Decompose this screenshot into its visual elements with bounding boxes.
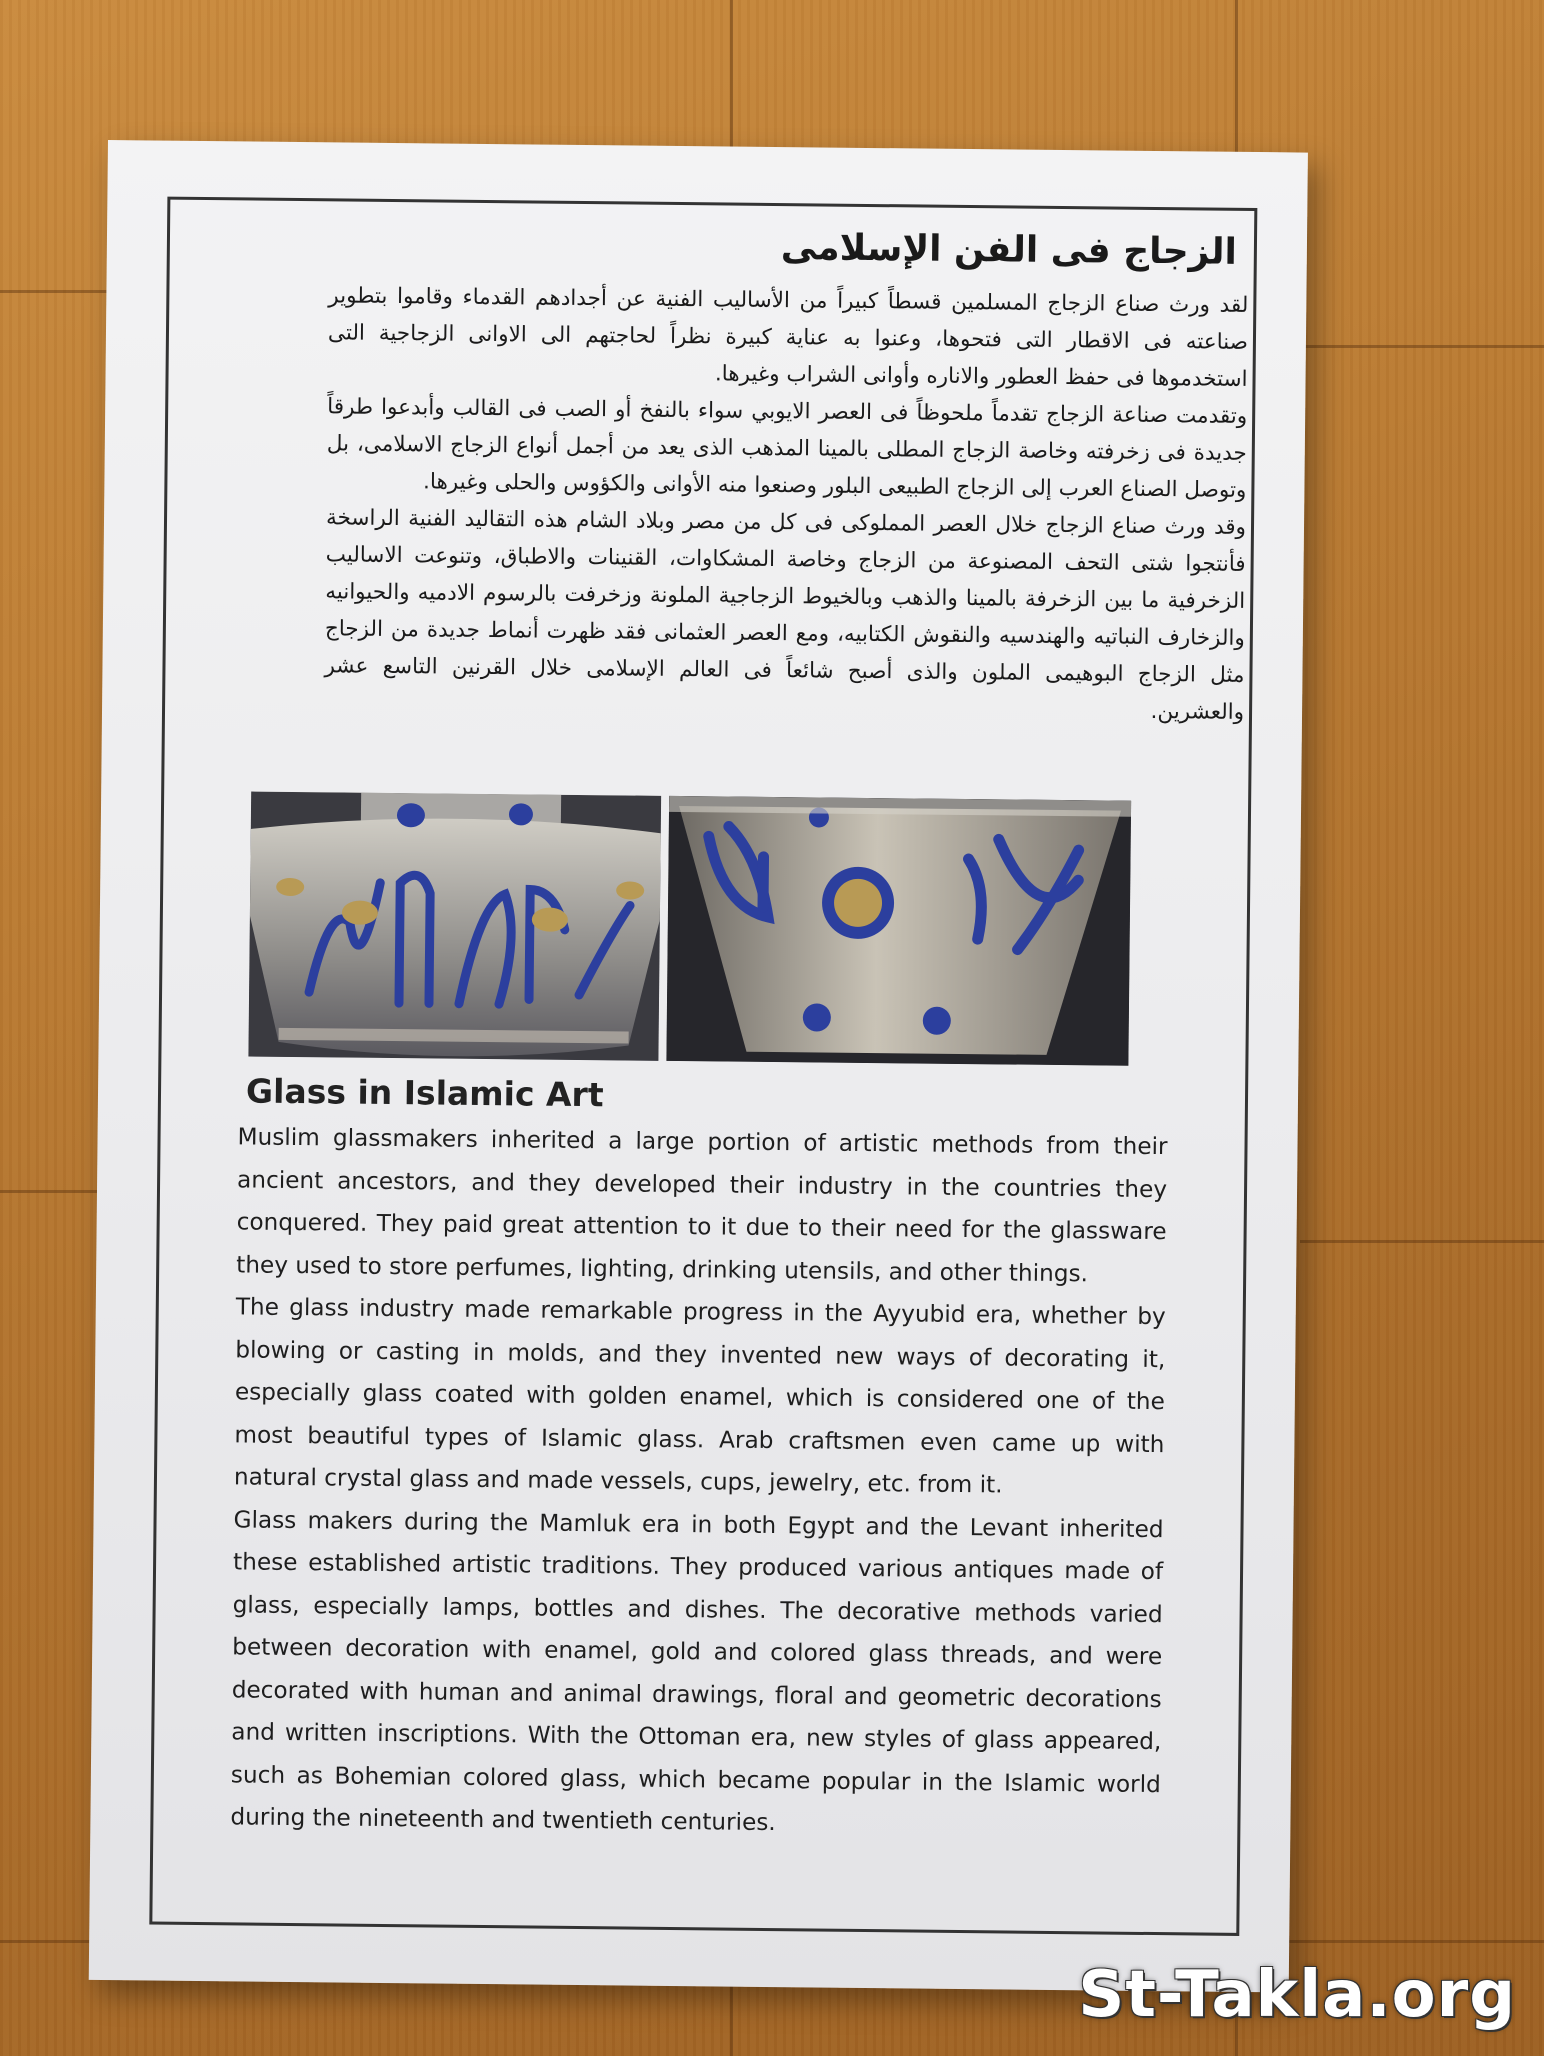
english-body [230,1116,1168,1848]
glass-lamp-illustration [666,796,1131,1066]
site-watermark: St-Takla.org [1078,1958,1516,2032]
english-paragraph: Muslim glassmakers inherited a large portion of artistic methods from their ancient ancestors, and they developed their industry in the countries they conquered. They paid great attention to it due to their need for the glassware they used to store perfumes, lighting, drinking utensils, and other things. [236,1123,1168,1287]
english-paragraph: The glass industry made remarkable progress in the Ayyubid era, whether by blowing or casting in molds, and they invented new ways of decorating it, especially glass coated with golden enamel, which is considered one of the most beautiful types of Islamic glass. Arab craftsmen even came up with natural crystal glass and made vessels, cups, jewelry, etc. from it. [233,1293,1166,1499]
wall-seam [1300,1240,1544,1243]
arabic-paragraph: لقد ورث صناع الزجاج المسلمين قسطاً كبيراً من الأساليب الفنية عن أجدادهم القدماء وقاموا بتطوير صناعته فى الاقطار التى فتحوها، وعنوا به عناية كبيرة نظراً لحاجتهم الى الاوانى الزجاجية التى استخدموها فى حفظ العطور والاناره وأوانى الشراب وغيرها. [327,283,1249,392]
enameled-glass-lamp-photo [666,796,1131,1066]
banner-poster [89,140,1308,1992]
arabic-body [324,277,1249,731]
photo-row [248,792,1131,1066]
glass-bowl-illustration [248,792,661,1061]
arabic-paragraph: وتقدمت صناعة الزجاج تقدماً ملحوظاً فى العصر الايوبي سواء بالنفخ أو الصب فى القالب وأبدعوا طرقاً جديدة فى زخرفته وخاصة الزجاج المطلى بالمينا المذهب الذى يعد من أجمل أنواع الزجاج الاسلامى، بل وتوصل الصناع العرب إلى الزجاج الطبيعى البلور وصنعوا منه الأوانى والكؤوس والحلى وغيرها. [326,394,1248,503]
english-paragraph: Glass makers during the Mamluk era in both Egypt and the Levant inherited these established artistic traditions. They produced various antiques made of glass, especially lamps, bottles and dishes. The decorative methods varied between decoration with enamel, gold and colored glass threads, and were decorated with human and animal drawings, floral and geometric decorations and written inscriptions. With the Ottoman era, new styles of glass appeared, such as Bohemian colored glass, which became popular in the Islamic world during the nineteenth and twentieth centuries. [230,1505,1164,1837]
wall-seam [0,1190,110,1193]
mamluk-glass-bowl-photo [248,792,661,1061]
arabic-paragraph: وقد ورث صناع الزجاج خلال العصر المملوكى فى كل من مصر وبلاد الشام هذه التقاليد الفنية الراسخة فأنتجوا شتى التحف المصنوعة من الزجاج وخاصة المشكاوات، القنينات والاطباق، وتنوعت الاساليب الزخرفية ما بين الزخرفة بالمينا والذهب وبالخيوط الزجاجية الملونة وزخرفت بالرسوم الادميه والحيوانيه والزخارف النباتيه والهندسيه والنقوش الكتابيه، ومع العصر العثمانى فقد ظهرت أنماط جديدة من الزجاج مثل الزجاج البوهيمى الملون والذى أصبح شائعاً فى العالم الإسلامى خلال القرنين التاسع عشر والعشرين. [324,505,1247,725]
english-title: Glass in Islamic Art [245,1071,604,1115]
arabic-title: الزجاج فى الفن الإسلامى [780,227,1238,273]
